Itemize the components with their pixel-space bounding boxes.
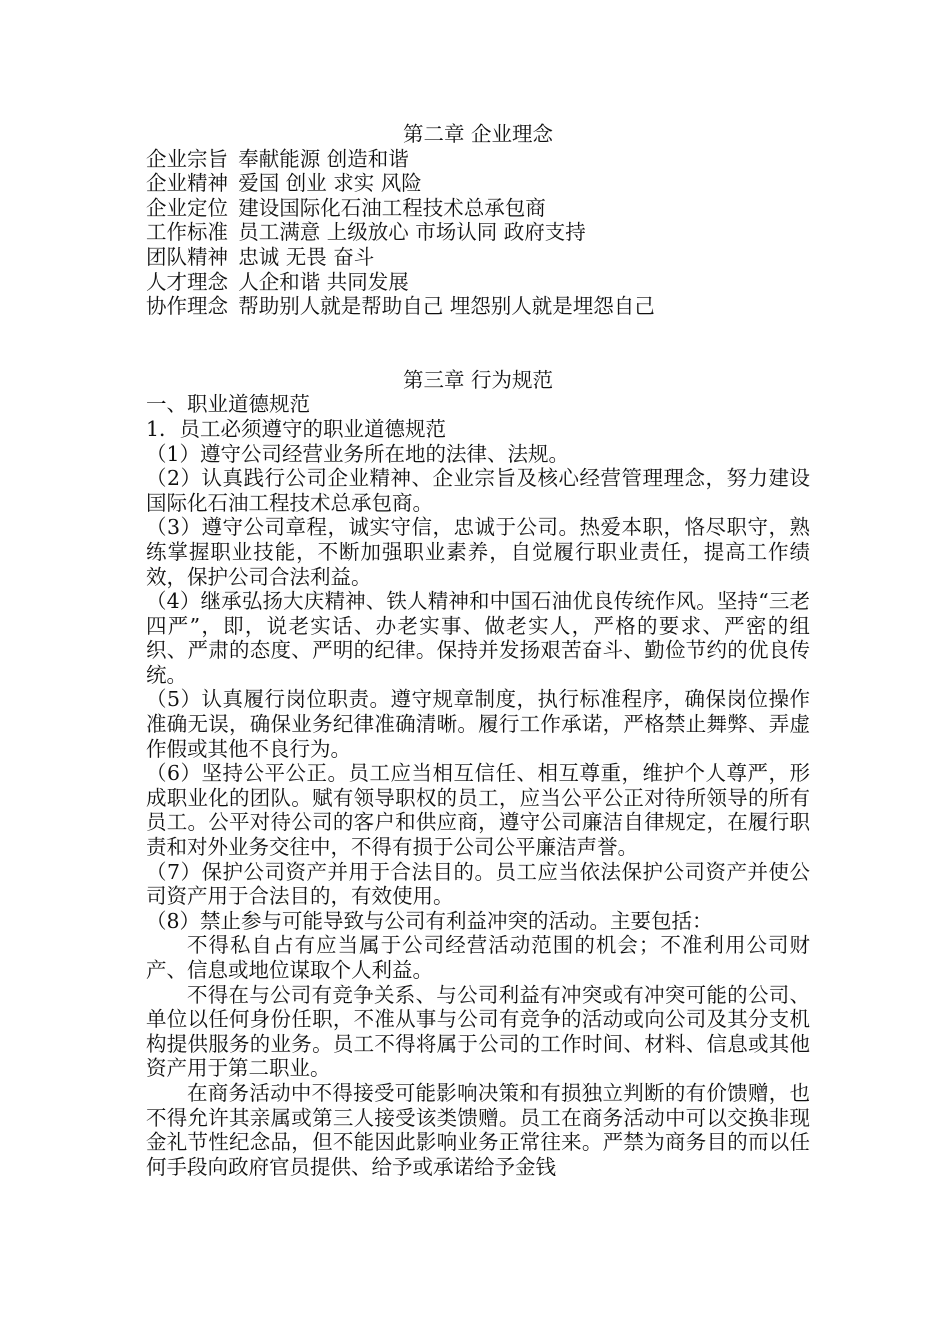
concept-line: [146, 147, 810, 172]
concept-line: [146, 294, 810, 319]
rule-paragraph: （6）坚持公平公正。员工应当相互信任、相互尊重，维护个人尊严，形成职业化的团队。赋有领导职权的员工，应当公平公正对待所领导的所有员工。公平对待公司的客户和供应商，遵守公司廉洁自律规定，在履行职责和对外业务交往中，不得有损于公司公平廉洁声誉。: [146, 761, 810, 860]
concept-label: 企业定位: [146, 195, 228, 220]
rule-paragraph: （1）遵守公司经营业务所在地的法律、法规。: [146, 441, 570, 466]
concept-line: [146, 270, 810, 295]
chapter-3-title: 第三章 行为规范: [402, 367, 554, 392]
chapter-2-items: [146, 147, 810, 319]
detail-paragraph: 在商务活动中不得接受可能影响决策和有损独立判断的有价馈赠，也不得允许其亲属或第三人接受该类馈赠。员工在商务活动中可以交换非现金礼节性纪念品，但不能因此影响业务正常往来。严禁为商务目的而以任何手段向政府官员提供、给予或承诺给予金钱: [146, 1080, 810, 1179]
chapter-spacer: [146, 319, 810, 368]
rule-paragraph: （8）禁止参与可能导致与公司有利益冲突的活动。主要包括：: [146, 908, 713, 933]
concept-line: [146, 220, 810, 245]
concept-value: 建设国际化石油工程技术总承包商: [238, 195, 546, 220]
rule-paragraph: （3）遵守公司章程，诚实守信，忠诚于公司。热爱本职，恪尽职守，熟练掌握职业技能，不断加强职业素养，自觉履行职业责任，提高工作绩效，保护公司合法利益。: [146, 515, 810, 589]
rule-paragraph: （4）继承弘扬大庆精神、铁人精神和中国石油优良传统作风。坚持“三老四严”，即，说老实话、办老实事、做老实人，严格的要求、严密的组织、严肃的态度、严明的纪律。保持并发扬艰苦奋斗、勤俭节约的优良传统。: [146, 589, 810, 687]
concept-label: 协作理念: [146, 294, 228, 319]
concept-line: [146, 196, 810, 221]
section-heading: 一、职业道德规范: [146, 392, 310, 417]
conflict-details: [146, 933, 810, 1179]
detail-paragraph: 不得在与公司有竞争关系、与公司利益有冲突或有冲突可能的公司、单位以任何身份任职，不准从事与公司有竞争的活动或向公司及其分支机构提供服务的业务。员工不得将属于公司的工作时间、材料、信息或其他资产用于第二职业。: [146, 982, 810, 1081]
subsection-heading: 1．员工必须遵守的职业道德规范: [146, 416, 447, 441]
rules-list: [146, 442, 810, 934]
concept-label: 企业宗旨: [146, 146, 228, 171]
detail-paragraph: 不得私自占有应当属于公司经营活动范围的机会；不准利用公司财产、信息或地位谋取个人利益。: [146, 933, 810, 982]
concept-value: 忠诚 无畏 奋斗: [238, 244, 375, 269]
rule-paragraph: （7）保护公司资产并用于合法目的。员工应当依法保护公司资产并使公司资产用于合法目的，有效使用。: [146, 859, 810, 909]
concept-line: [146, 245, 810, 270]
concept-label: 企业精神: [146, 171, 228, 196]
concept-label: 工作标准: [146, 220, 228, 245]
document-page: [146, 122, 810, 1179]
concept-value: 员工满意 上级放心 市场认同 政府支持: [238, 220, 586, 245]
concept-label: 团队精神: [146, 244, 228, 269]
concept-value: 爱国 创业 求实 风险: [238, 171, 422, 196]
rule-paragraph: （5）认真履行岗位职责。遵守规章制度，执行标准程序，确保岗位操作准确无误，确保业务纪律准确清晰。履行工作承诺，严格禁止舞弊、弄虚作假或其他不良行为。: [146, 687, 810, 761]
chapter-2-title: 第二章 企业理念: [402, 122, 554, 146]
concept-line: [146, 171, 810, 196]
concept-value: 奉献能源 创造和谐: [238, 146, 409, 171]
concept-value: 帮助别人就是帮助自己 埋怨别人就是埋怨自己: [238, 294, 655, 319]
rule-paragraph: （2）认真践行公司企业精神、企业宗旨及核心经营管理理念，努力建设国际化石油工程技术总承包商。: [146, 466, 810, 515]
concept-label: 人才理念: [146, 269, 228, 294]
concept-value: 人企和谐 共同发展: [238, 269, 409, 294]
